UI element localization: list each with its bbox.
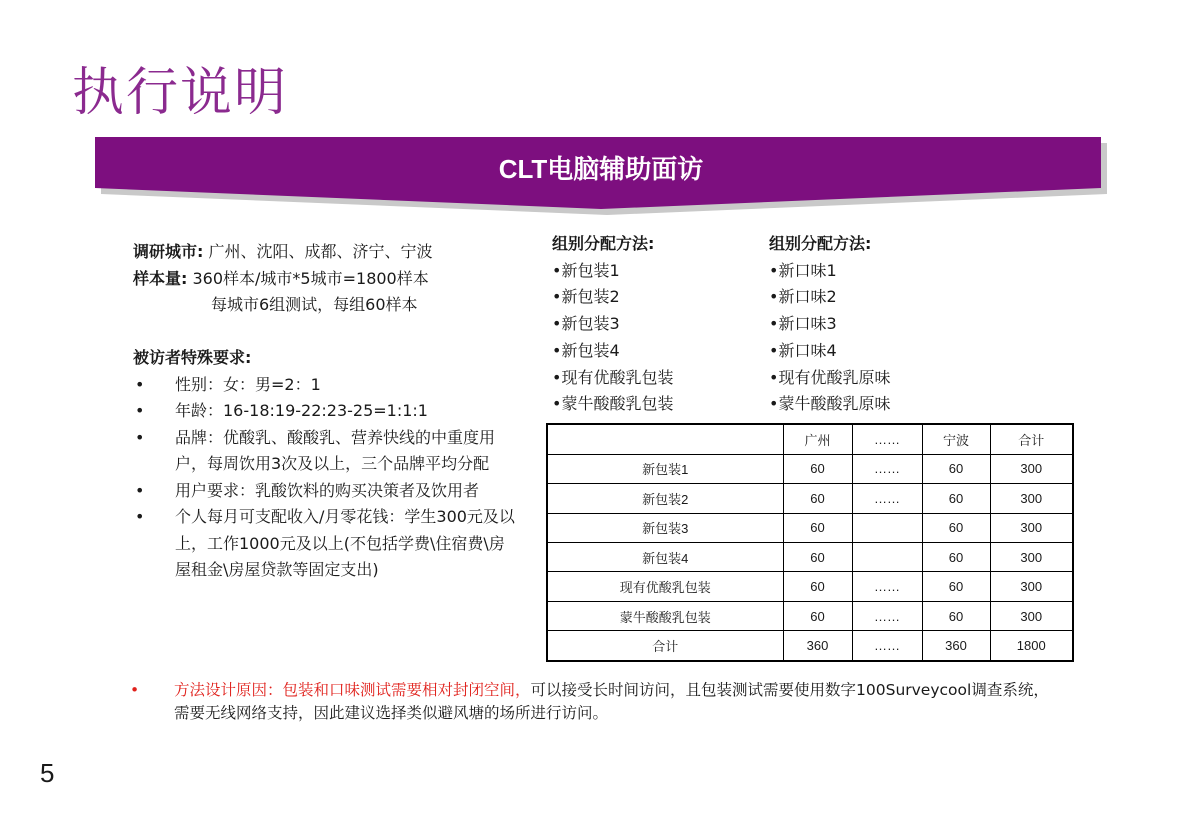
page-title: 执行说明 bbox=[72, 63, 289, 123]
list-item: • 年龄：16-18:19-22:23-25=1:1:1 bbox=[133, 398, 518, 425]
table-cell: …… bbox=[852, 601, 922, 630]
table-cell: 360 bbox=[783, 631, 852, 661]
city-line bbox=[133, 239, 533, 266]
list-item: • 新口味4 bbox=[769, 338, 890, 365]
table-header-row bbox=[547, 424, 1073, 454]
sample-line bbox=[133, 266, 533, 293]
package-allocation-heading: 组别分配方法: bbox=[552, 234, 655, 253]
list-item: • 新口味2 bbox=[769, 284, 890, 311]
table-row bbox=[547, 601, 1073, 630]
table-header-cell: 广州 bbox=[783, 424, 852, 454]
note-highlight: 方法设计原因：包装和口味测试需要相对封闭空间， bbox=[174, 681, 531, 699]
table-row bbox=[547, 484, 1073, 513]
list-item: • 新口味1 bbox=[769, 258, 890, 285]
table-cell: 60 bbox=[783, 542, 852, 571]
table-cell: …… bbox=[852, 572, 922, 601]
table-header-cell: …… bbox=[852, 424, 922, 454]
table-cell: 60 bbox=[922, 542, 990, 571]
page-number: 5 bbox=[40, 758, 55, 788]
respondent-requirements bbox=[133, 345, 518, 584]
table-header-cell: 宁波 bbox=[922, 424, 990, 454]
table-cell: 60 bbox=[783, 454, 852, 483]
list-item: • 新包装4 bbox=[552, 338, 673, 365]
table-cell: 新包装2 bbox=[547, 484, 783, 513]
table-total-row bbox=[547, 631, 1073, 661]
table-cell: 300 bbox=[990, 601, 1073, 630]
table-cell: 现有优酸乳包装 bbox=[547, 572, 783, 601]
table-cell: 300 bbox=[990, 484, 1073, 513]
table-cell: 300 bbox=[990, 542, 1073, 571]
sample-allocation-table bbox=[546, 423, 1074, 662]
list-item: • 个人每月可支配收入/月零花钱：学生300元及以上，工作1000元及以上(不包括学费\住宿费\房屋租金\房屋贷款等固定支出) bbox=[133, 504, 518, 584]
package-allocation bbox=[552, 231, 673, 418]
city-label: 调研城市: bbox=[133, 242, 204, 261]
table-cell: 60 bbox=[783, 601, 852, 630]
requirements-title: 被访者特殊要求: bbox=[133, 348, 252, 367]
sample-label: 样本量: bbox=[133, 268, 188, 288]
table-header-cell bbox=[547, 424, 783, 454]
sample-detail: 每城市6组测试，每组60样本 bbox=[211, 295, 418, 314]
table-cell: 新包装1 bbox=[547, 454, 783, 483]
table-cell: …… bbox=[852, 484, 922, 513]
table-cell: 60 bbox=[783, 484, 852, 513]
table-header-cell: 合计 bbox=[990, 424, 1073, 454]
table-cell: 60 bbox=[922, 454, 990, 483]
list-item: • 新口味3 bbox=[769, 311, 890, 338]
table-row bbox=[547, 542, 1073, 571]
section-banner bbox=[95, 137, 1107, 215]
table-cell bbox=[852, 513, 922, 542]
table-cell: 300 bbox=[990, 513, 1073, 542]
list-item: • 用户要求：乳酸饮料的购买决策者及饮用者 bbox=[133, 478, 518, 505]
table-cell: 60 bbox=[783, 513, 852, 542]
table-cell: 60 bbox=[922, 484, 990, 513]
table-cell: 新包装4 bbox=[547, 542, 783, 571]
table-cell: 1800 bbox=[990, 631, 1073, 661]
table-cell bbox=[852, 542, 922, 571]
list-item: • 品牌：优酸乳、酸酸乳、营养快线的中重度用户，每周饮用3次及以上，三个品牌平均分配 bbox=[133, 425, 518, 478]
flavor-allocation bbox=[769, 231, 890, 418]
table-row bbox=[547, 454, 1073, 483]
table-cell: 300 bbox=[990, 572, 1073, 601]
table-cell: …… bbox=[852, 454, 922, 483]
note-bullet: • bbox=[130, 681, 140, 699]
list-item: • 蒙牛酸酸乳原味 bbox=[769, 391, 890, 418]
table-cell: 60 bbox=[922, 601, 990, 630]
requirements-list bbox=[133, 372, 518, 584]
list-item: • 现有优酸乳原味 bbox=[769, 365, 890, 392]
list-item: • 蒙牛酸酸乳包装 bbox=[552, 391, 673, 418]
table-cell: 360 bbox=[922, 631, 990, 661]
study-info bbox=[133, 239, 533, 319]
list-item: • 现有优酸乳包装 bbox=[552, 365, 673, 392]
list-item: • 新包装3 bbox=[552, 311, 673, 338]
sample-value: 360样本/城市*5城市=1800样本 bbox=[192, 268, 429, 288]
table-cell: 新包装3 bbox=[547, 513, 783, 542]
table-row bbox=[547, 572, 1073, 601]
city-value: 广州、沈阳、成都、济宁、宁波 bbox=[208, 242, 433, 261]
table-cell: 合计 bbox=[547, 631, 783, 661]
table-cell: 60 bbox=[922, 572, 990, 601]
flavor-allocation-heading: 组别分配方法: bbox=[769, 234, 872, 253]
table-cell: …… bbox=[852, 631, 922, 661]
note-text: 可以接受长时间访问，且包装测试需要使用数字100Surveycool调查系统，需要无线网络支持，因此建议选择类似避风塘的场所进行访问。 bbox=[174, 681, 1049, 722]
list-item: • 新包装1 bbox=[552, 258, 673, 285]
table-cell: 蒙牛酸酸乳包装 bbox=[547, 601, 783, 630]
list-item: • 性别：女：男=2：1 bbox=[133, 372, 518, 399]
banner-title: CLT电脑辅助面访 bbox=[498, 154, 704, 184]
method-rationale-note bbox=[130, 679, 1050, 725]
table-cell: 60 bbox=[783, 572, 852, 601]
table-row bbox=[547, 513, 1073, 542]
note-body bbox=[130, 679, 1050, 725]
list-item: • 新包装2 bbox=[552, 284, 673, 311]
table-cell: 300 bbox=[990, 454, 1073, 483]
table-cell: 60 bbox=[922, 513, 990, 542]
